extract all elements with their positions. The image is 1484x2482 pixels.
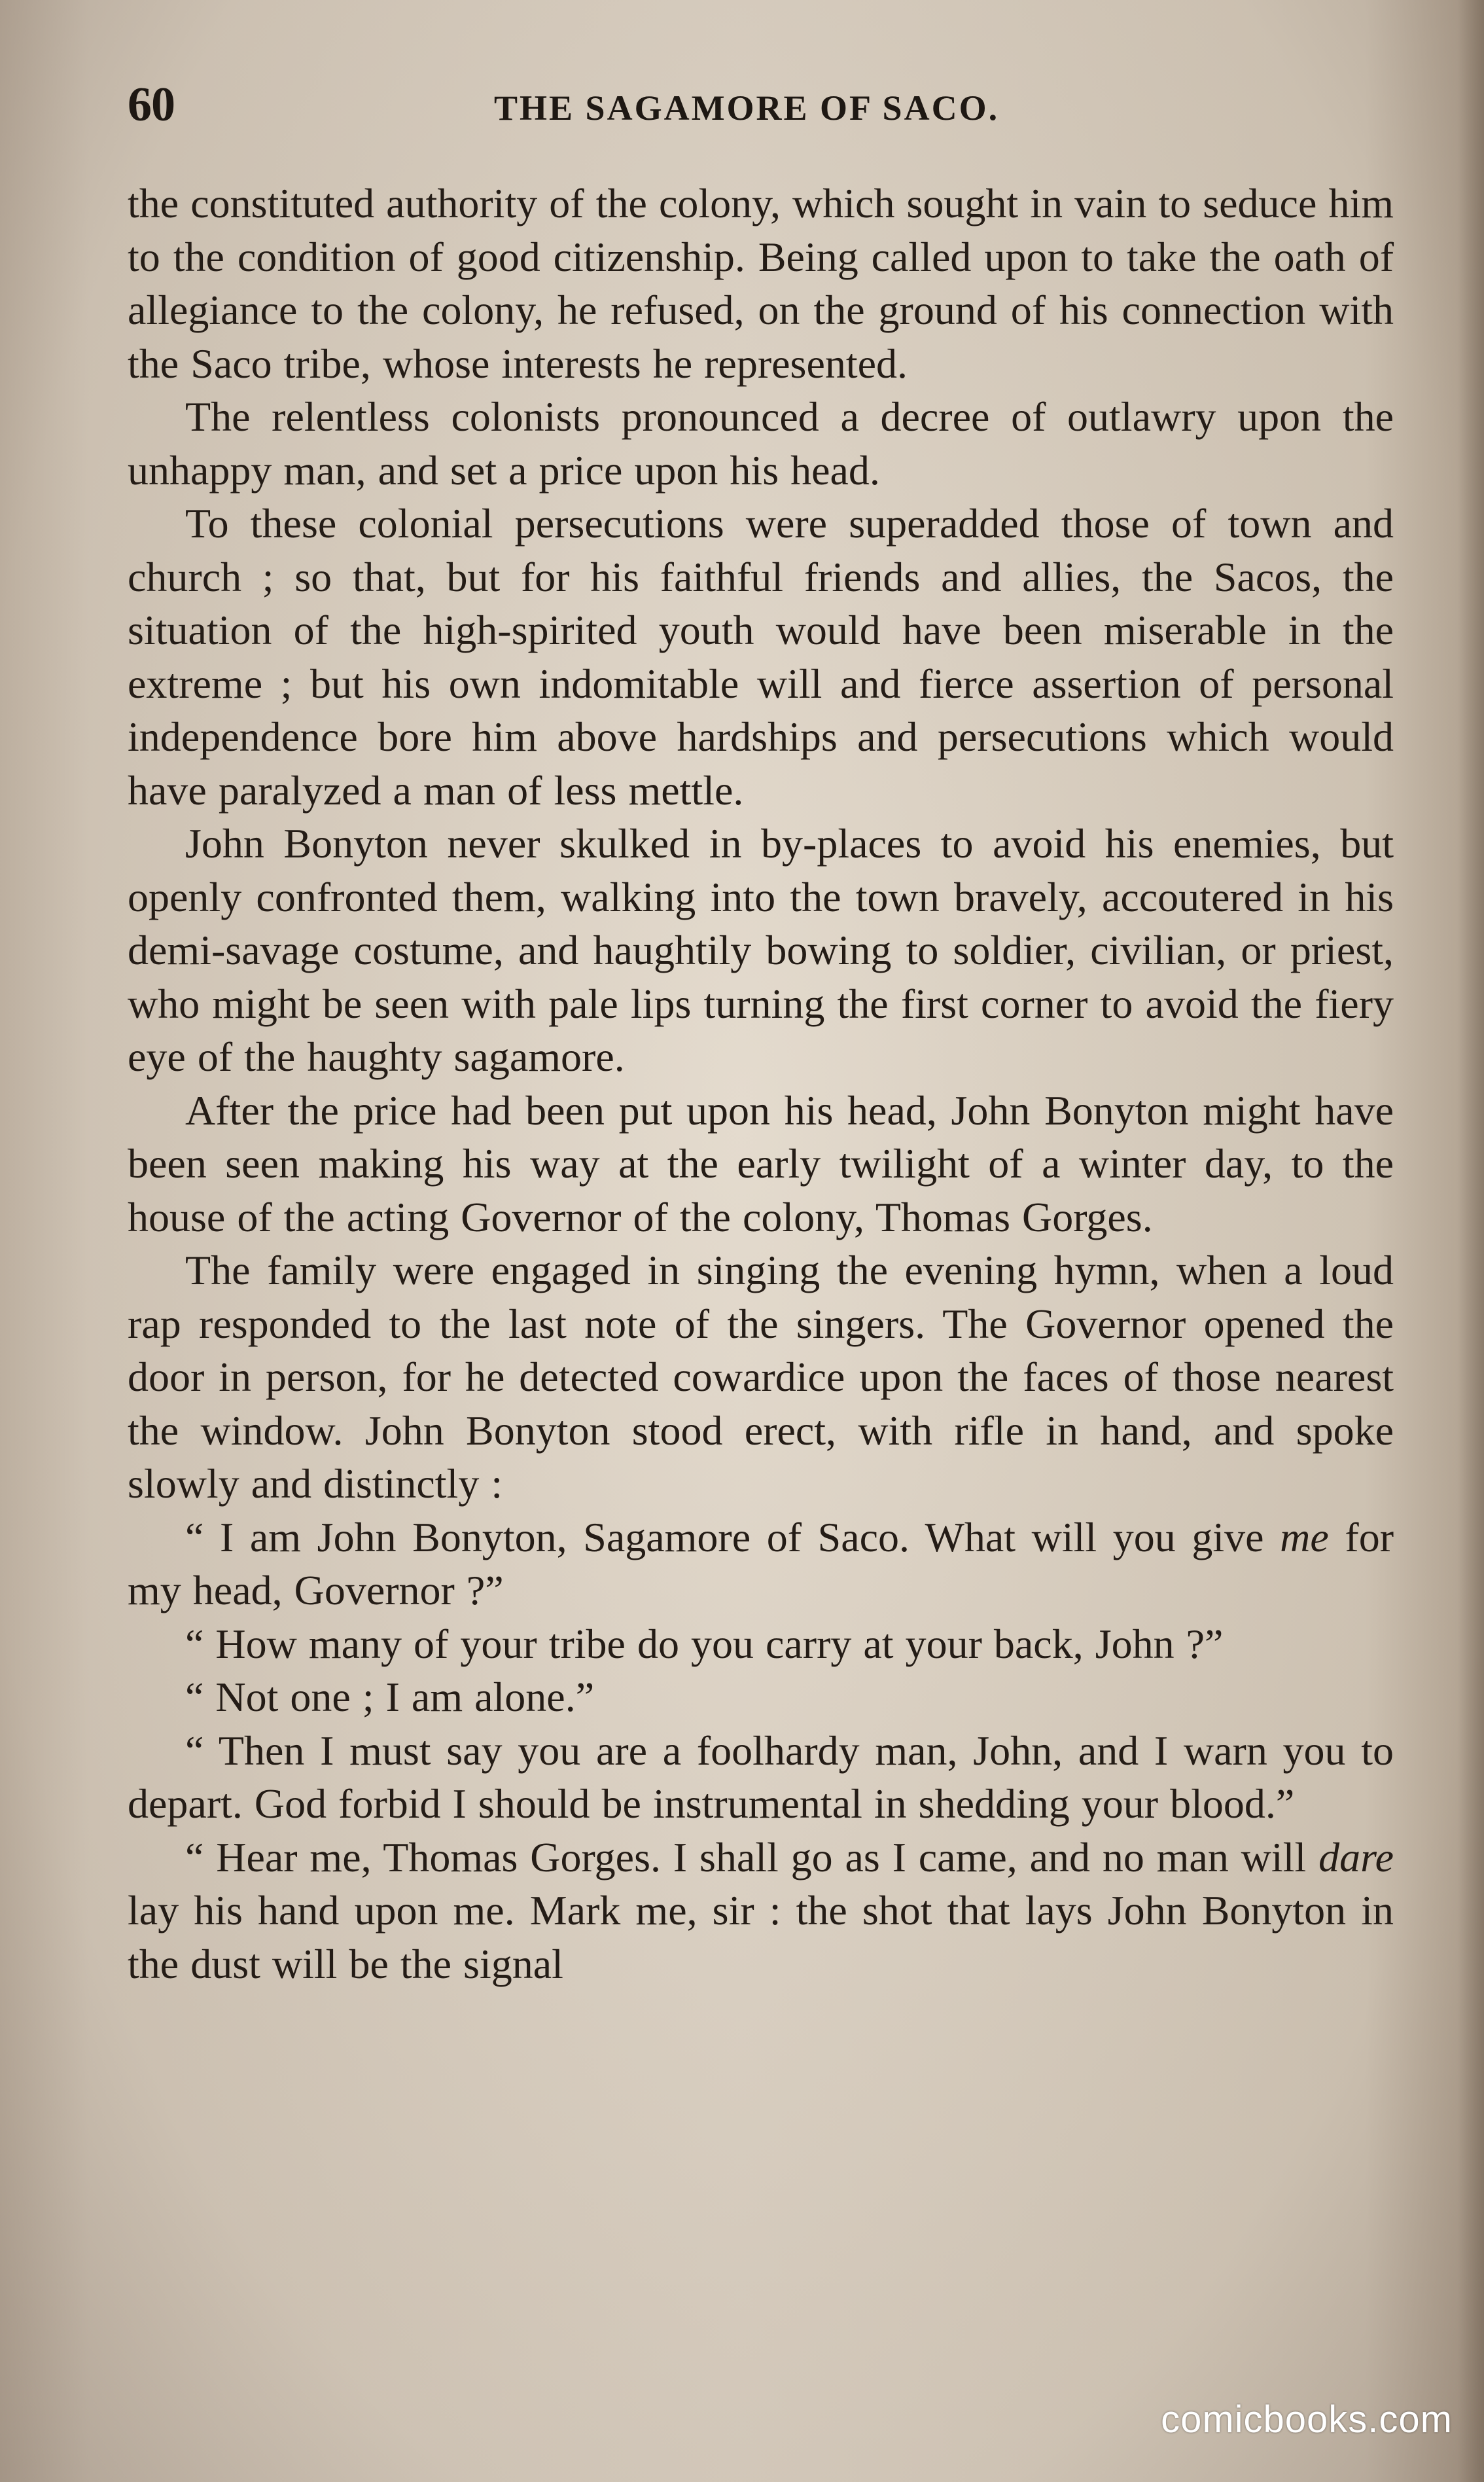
running-head [128, 77, 1394, 136]
paragraph-text: for my head, Governor ?” [128, 1513, 1394, 1613]
dialogue-paragraph [128, 1511, 1394, 1617]
dialogue-paragraph: “ Not one ; I am alone.” [185, 1674, 595, 1720]
paragraph-text: lay his hand upon me. Mark me, sir : the shot that lays John Bonyton in the dust will be the signal [128, 1887, 1394, 1987]
watermark: comicbooks.com [1161, 2398, 1453, 2441]
body-text [128, 177, 1394, 1990]
dialogue-paragraph: “ Then I must say you are a foolhardy man, John, and I warn you to depart. God forbid I should be instrumental in shedding your blood.” [128, 1727, 1394, 1827]
paragraph-text: “ I am John Bonyton, Sagamore of Saco. What will you give [185, 1513, 1281, 1560]
paragraph: After the price had been put upon his head, John Bonyton might have been seen making his way at the early twilight of a winter day, to the house of the acting Governor of the colony, Thomas Gorges. [128, 1087, 1394, 1240]
italic-word: me [1280, 1513, 1329, 1560]
paragraph-text: “ Hear me, Thomas Gorges. I shall go as I came, and no man will [185, 1833, 1319, 1880]
dialogue-paragraph: “ How many of your tribe do you carry at your back, John ?” [185, 1620, 1224, 1667]
paragraph: To these colonial persecutions were superadded those of town and church ; so that, but for his faithful friends and allies, the Sacos, the situation of the high-spirited youth would have been miserable in the extreme ; but his own indomitable will and fierce assertion of personal independence bore him above hardships and persecutions which would have paralyzed a man of less mettle. [128, 500, 1394, 814]
paragraph: John Bonyton never skulked in by-places to avoid his enemies, but openly confronted them, walking into the town bravely, accoutered in his demi-savage costume, and haughtily bowing to soldier, civilian, or priest, who might be seen with pale lips turning the first corner to avoid the fiery eye of the haughty sagamore. [128, 820, 1394, 1080]
dialogue-paragraph [128, 1831, 1394, 1991]
page-edge-shadow [1458, 0, 1484, 2482]
page-number: 60 [128, 78, 175, 132]
running-title: THE SAGAMORE OF SACO. [494, 88, 1000, 128]
paragraph: The family were engaged in singing the evening hymn, when a loud rap responded to the last note of the singers. The Governor opened the door in person, for he detected cowardice upon the faces of those nearest the window. John Bonyton stood erect, with rifle in hand, and spoke slowly and distinctly : [128, 1247, 1394, 1507]
paragraph: the constituted authority of the colony, which sought in vain to seduce him to the condition of good citizenship. Being called upon to take the oath of allegiance to the colony, he refused, on the ground of his connection with the Saco tribe, whose interests he represented. [128, 180, 1394, 387]
italic-word: dare [1318, 1833, 1394, 1880]
paragraph: The relentless colonists pronounced a decree of outlawry upon the unhappy man, and set a price upon his head. [128, 393, 1394, 494]
